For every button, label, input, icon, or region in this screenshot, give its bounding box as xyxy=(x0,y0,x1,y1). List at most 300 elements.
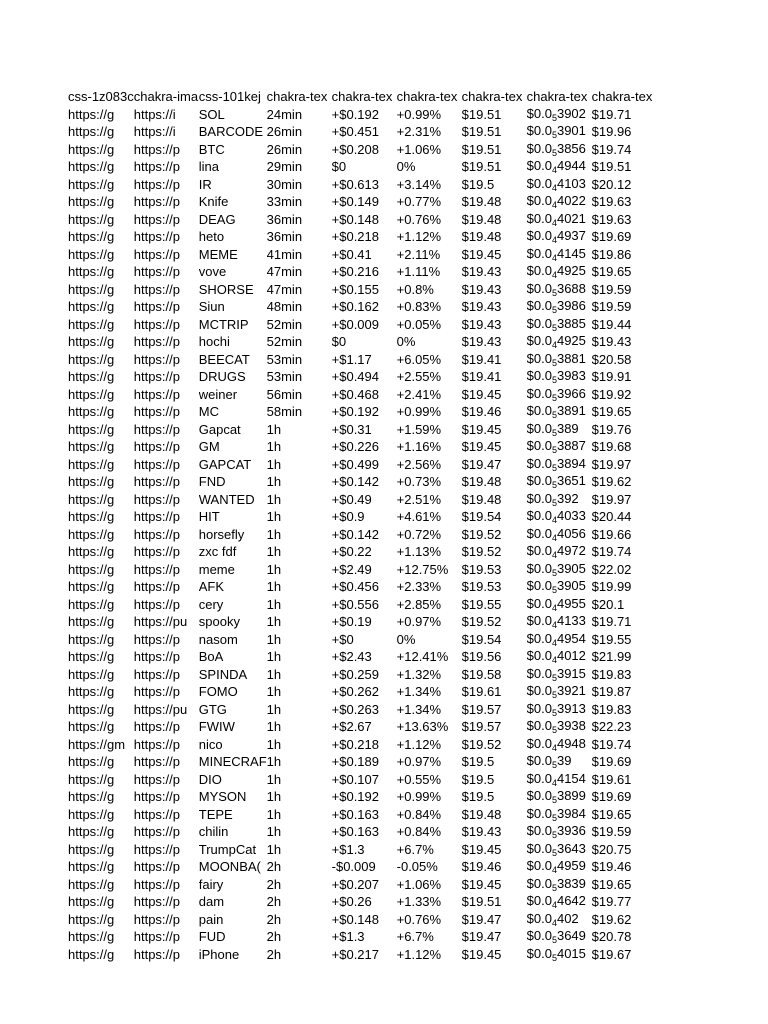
symbol-cell: GM xyxy=(198,439,220,454)
total-cell: $19.96 xyxy=(591,124,632,139)
price-cell: $\$0.0_53905$ xyxy=(526,578,586,595)
percent-cell: +2.51% xyxy=(396,491,442,507)
link-cell: https://g xyxy=(68,789,115,804)
link-cell: https://g xyxy=(68,176,115,192)
symbol-cell: FND xyxy=(198,474,226,489)
price-cell: $\$0.0_53885$ xyxy=(526,315,586,333)
change-cell: $0 xyxy=(331,334,347,349)
symbol-cell: chilin xyxy=(198,824,229,839)
image-link-cell: https://p xyxy=(133,176,180,192)
zero-count-subscript: 4 xyxy=(551,655,557,665)
symbol-cell: hochi xyxy=(198,334,230,349)
total-cell: $19.62 xyxy=(591,474,632,489)
change-cell: +$1.17 xyxy=(331,351,372,367)
link-cell: https://g xyxy=(68,194,115,209)
base-price-cell: $19.48 xyxy=(461,229,502,244)
age-cell: 1h xyxy=(266,666,282,682)
age-cell: 58min xyxy=(266,404,303,419)
change-cell: +$0.009 xyxy=(331,316,379,332)
percent-cell: +1.34% xyxy=(396,684,442,699)
table-row xyxy=(68,211,657,229)
image-link-cell: https://p xyxy=(133,351,180,367)
age-cell: 26min xyxy=(266,124,303,139)
age-cell: 30min xyxy=(266,176,303,192)
zero-count-subscript: 4 xyxy=(551,742,557,753)
age-cell: 1h xyxy=(266,719,282,734)
base-price-cell: $19.43 xyxy=(461,316,502,332)
image-link-cell: https://p xyxy=(133,299,180,314)
price-cell: $\$0.0_44154$ xyxy=(526,770,586,788)
total-cell: $19.44 xyxy=(591,316,632,332)
change-cell: +$0.263 xyxy=(331,701,379,717)
price-col-header: chakra-tex xyxy=(526,89,588,104)
percent-cell: +0.97% xyxy=(396,754,442,769)
total-cell: $22.02 xyxy=(591,561,632,577)
base-price-cell: $19.45 xyxy=(461,386,502,402)
age-col-header: chakra-tex xyxy=(266,89,328,104)
table-row xyxy=(68,333,657,351)
symbol-cell: pain xyxy=(198,911,224,927)
zero-count-subscript: 4 xyxy=(551,637,557,648)
total-cell: $19.99 xyxy=(591,579,632,594)
total-cell: $19.59 xyxy=(591,299,632,314)
percent-cell: +6.7% xyxy=(396,929,434,944)
base-price-cell: $19.48 xyxy=(461,806,502,822)
zero-count-subscript: 5 xyxy=(551,882,557,893)
link-cell: https://g xyxy=(68,824,115,839)
percent-cell: +0.99% xyxy=(396,404,442,419)
age-cell: 1h xyxy=(266,544,282,559)
total-cell: $19.83 xyxy=(591,701,632,717)
image-link-cell: https://p xyxy=(133,859,180,874)
price-cell: $\$0.0_44955$ xyxy=(526,595,586,613)
percent-cell: +1.12% xyxy=(396,736,442,752)
image-link-cell: https://p xyxy=(133,159,180,174)
symbol-cell: heto xyxy=(198,229,225,244)
total-cell: $20.1 xyxy=(591,596,625,612)
table-row xyxy=(68,158,657,176)
percent-cell: +12.41% xyxy=(396,649,449,664)
link-cell: https://g xyxy=(68,141,115,157)
base-price-cell: $19.45 xyxy=(461,876,502,892)
change-cell: +$0 xyxy=(331,631,354,647)
change-cell: +$0.218 xyxy=(331,229,379,244)
total-cell: $19.63 xyxy=(591,211,632,227)
link-cell: https://g xyxy=(68,859,115,874)
percent-cell: +6.7% xyxy=(396,841,434,857)
link-cell: https://g xyxy=(68,754,115,769)
image-link-cell: https://p xyxy=(133,649,180,664)
change-cell: +$0.149 xyxy=(331,194,379,209)
zero-count-subscript: 4 xyxy=(551,217,557,228)
symbol-cell: cery xyxy=(198,596,224,612)
link-cell: https://g xyxy=(68,229,115,244)
age-cell: 1h xyxy=(266,614,282,629)
total-cell: $19.71 xyxy=(591,614,632,629)
base-price-cell: $19.5 xyxy=(461,176,495,192)
age-cell: 1h xyxy=(266,771,282,787)
table-row xyxy=(68,753,657,771)
symbol-cell: GTG xyxy=(198,701,227,717)
age-cell: 1h xyxy=(266,631,282,647)
change-cell: +$0.163 xyxy=(331,806,379,822)
table-row xyxy=(68,893,657,911)
change-cell: +$0.31 xyxy=(331,421,372,437)
percent-cell: +0.72% xyxy=(396,526,442,542)
image-link-cell: https://p xyxy=(133,561,180,577)
age-cell: 2h xyxy=(266,876,282,892)
age-cell: 1h xyxy=(266,526,282,542)
table-row xyxy=(68,666,657,684)
zero-count-subscript: 5 xyxy=(551,357,557,368)
base-price-cell: $19.54 xyxy=(461,631,502,647)
change-cell: +$0.148 xyxy=(331,211,379,227)
zero-count-subscript: 4 xyxy=(551,550,557,560)
symbol-cell: MCTRIP xyxy=(198,316,249,332)
percent-cell: 0% xyxy=(396,159,416,174)
image-link-cell: https://i xyxy=(133,124,176,139)
header-row xyxy=(68,89,657,106)
age-cell: 48min xyxy=(266,299,303,314)
price-cell: $\$0.0_53936$ xyxy=(526,823,586,840)
price-cell: $\$0.0_53913$ xyxy=(526,700,586,718)
zero-count-subscript: 5 xyxy=(551,497,557,508)
percent-cell: +0.8% xyxy=(396,281,434,297)
table-row xyxy=(68,438,657,456)
image-link-cell: https://p xyxy=(133,806,180,822)
base-price-cell: $19.58 xyxy=(461,666,502,682)
image-link-cell: https://p xyxy=(133,281,180,297)
image-link-cell: https://p xyxy=(133,456,180,472)
age-cell: 53min xyxy=(266,351,303,367)
base-price-cell: $19.57 xyxy=(461,701,502,717)
zero-count-subscript: 5 xyxy=(551,392,557,403)
image-link-cell: https://pu xyxy=(133,614,188,629)
price-cell: $\$0.0_44944$ xyxy=(526,158,586,175)
link-cell: https://g xyxy=(68,334,115,349)
zero-count-subscript: 5 xyxy=(551,427,557,438)
table-row xyxy=(68,491,657,509)
change-cell: +$0.456 xyxy=(331,579,379,594)
total-cell: $19.46 xyxy=(591,859,632,874)
total-cell: $22.23 xyxy=(591,719,632,734)
age-cell: 47min xyxy=(266,281,303,297)
table-row xyxy=(68,631,657,649)
base-price-cell: $19.56 xyxy=(461,649,502,664)
zero-count-subscript: 5 xyxy=(551,672,557,683)
link-cell: https://g xyxy=(68,351,115,367)
age-cell: 1h xyxy=(266,736,282,752)
base-price-cell: $19.46 xyxy=(461,859,502,874)
link-cell: https://g xyxy=(68,649,115,664)
zero-count-subscript: 5 xyxy=(551,112,557,123)
age-cell: 2h xyxy=(266,894,282,909)
link-cell: https://g xyxy=(68,894,115,909)
age-cell: 47min xyxy=(266,264,303,279)
symbol-cell: DIO xyxy=(198,771,222,787)
image-link-cell: https://p xyxy=(133,754,180,769)
percent-cell: +1.32% xyxy=(396,666,442,682)
total-cell: $19.91 xyxy=(591,369,632,384)
image-link-cell: https://p xyxy=(133,596,180,612)
change-cell: +$0.451 xyxy=(331,124,379,139)
percent-cell: +2.11% xyxy=(396,246,441,262)
change-cell: +$0.155 xyxy=(331,281,379,297)
symbol-cell: FUD xyxy=(198,929,226,944)
table-row xyxy=(68,683,657,701)
price-cell: $\$0.0_53986$ xyxy=(526,298,586,315)
base-price-cell: $19.52 xyxy=(461,544,502,559)
total-cell: $20.78 xyxy=(591,929,632,944)
age-cell: 52min xyxy=(266,316,303,332)
zero-count-subscript: 5 xyxy=(551,147,557,158)
total-cell: $19.43 xyxy=(591,334,632,349)
symbol-cell: MEME xyxy=(198,246,238,262)
image-link-cell: https://p xyxy=(133,929,180,944)
change-cell: +$0.556 xyxy=(331,596,379,612)
image-link-cell: https://p xyxy=(133,876,180,892)
image-link-cell: https://p xyxy=(133,544,180,559)
table-row xyxy=(68,456,657,474)
symbol-cell: HIT xyxy=(198,509,220,524)
table-row xyxy=(68,876,657,894)
link-cell: https://g xyxy=(68,106,115,122)
change-cell: +$0.142 xyxy=(331,474,379,489)
symbol-cell: TEPE xyxy=(198,806,233,822)
price-cell: $\$0.0_53921$ xyxy=(526,683,586,700)
total-cell: $19.67 xyxy=(591,946,632,962)
image-link-cell: https://p xyxy=(133,474,180,489)
price-cell: $\$0.0_53901$ xyxy=(526,123,586,140)
change-cell: +$0.499 xyxy=(331,456,379,472)
symbol-cell: weiner xyxy=(198,386,238,402)
age-cell: 1h xyxy=(266,806,282,822)
percent-cell: +2.56% xyxy=(396,456,442,472)
link-cell: https://g xyxy=(68,946,115,962)
percent-cell: +0.97% xyxy=(396,614,442,629)
link-cell: https://g xyxy=(68,421,115,437)
image-link-cell: https://p xyxy=(133,404,180,419)
image-link-cell: https://p xyxy=(133,946,180,962)
age-cell: 2h xyxy=(266,929,282,944)
zero-count-subscript: 5 xyxy=(551,567,557,578)
zero-count-subscript: 4 xyxy=(551,620,557,630)
change-cell: +$0.494 xyxy=(331,369,379,384)
percent-cell: +1.13% xyxy=(396,544,442,559)
base-price-cell: $19.45 xyxy=(461,946,502,962)
total-cell: $19.51 xyxy=(591,159,632,174)
table-row xyxy=(68,823,657,841)
link-cell: https://g xyxy=(68,806,115,822)
image-link-cell: https://p xyxy=(133,666,180,682)
link-cell: https://g xyxy=(68,491,115,507)
total-cell: $19.63 xyxy=(591,194,632,209)
total-cell: $19.86 xyxy=(591,246,632,262)
total-cell: $19.59 xyxy=(591,281,632,297)
zero-count-subscript: 5 xyxy=(551,585,557,595)
total-cell: $19.76 xyxy=(591,421,632,437)
base-price-cell: $19.51 xyxy=(461,894,502,909)
image-link-cell: https://p xyxy=(133,736,180,752)
base-price-cell: $19.57 xyxy=(461,719,502,734)
total-cell: $19.69 xyxy=(591,789,632,804)
symbol-cell: AFK xyxy=(198,579,225,594)
base-price-cell: $19.45 xyxy=(461,246,502,262)
price-cell: $\$0.0_53839$ xyxy=(526,875,586,893)
total-cell: $19.97 xyxy=(591,456,632,472)
base-price-cell: $19.47 xyxy=(461,456,502,472)
base-price-cell: $19.5 xyxy=(461,754,495,769)
change-cell: +$0.162 xyxy=(331,299,379,314)
symbol-cell: MINECRAF xyxy=(198,754,267,769)
total-cell: $19.87 xyxy=(591,684,632,699)
change-cell: +$0.218 xyxy=(331,736,379,752)
table-row xyxy=(68,946,657,964)
symbol-cell: nico xyxy=(198,736,223,752)
price-cell: $\$0.0_4402$ xyxy=(526,910,579,928)
symbol-cell: MOONBA( xyxy=(198,859,261,874)
image-link-cell: https://p xyxy=(133,141,180,157)
zero-count-subscript: 5 xyxy=(551,375,557,385)
link-cell: https://g xyxy=(68,404,115,419)
base-price-cell: $19.52 xyxy=(461,614,502,629)
total-cell: $19.69 xyxy=(591,229,632,244)
zero-count-subscript: 5 xyxy=(551,830,557,840)
base-price-cell: $19.41 xyxy=(461,351,502,367)
base-price-cell: $19.48 xyxy=(461,194,502,209)
percent-cell: +0.99% xyxy=(396,789,442,804)
total-cell: $19.59 xyxy=(591,824,632,839)
table-row xyxy=(68,508,657,526)
price-cell: $\$0.0_53966$ xyxy=(526,385,586,403)
percent-cell: +0.55% xyxy=(396,771,442,787)
price-cell: $\$0.0_53905$ xyxy=(526,560,586,578)
percent-cell: 0% xyxy=(396,631,416,647)
base-price-cell: $19.53 xyxy=(461,561,502,577)
zero-count-subscript: 5 xyxy=(551,812,557,823)
zero-count-subscript: 4 xyxy=(551,252,557,263)
price-cell: $\$0.0_44056$ xyxy=(526,525,586,543)
change-cell: +$0.142 xyxy=(331,526,379,542)
image-link-cell: https://p xyxy=(133,334,180,349)
percent-cell: +2.31% xyxy=(396,124,442,139)
base-price-cell: $19.43 xyxy=(461,299,502,314)
percent-cell: -0.05% xyxy=(396,859,438,874)
price-cell: $\$0.0_53881$ xyxy=(526,350,586,368)
link-cell: https://g xyxy=(68,124,115,139)
change-cell: +$0.163 xyxy=(331,824,379,839)
image-link-cell: https://pu xyxy=(133,701,188,717)
base-price-cell: $19.43 xyxy=(461,264,502,279)
zero-count-subscript: 4 xyxy=(551,532,557,543)
table-row xyxy=(68,596,657,614)
percent-cell: +1.11% xyxy=(396,264,441,279)
zero-count-subscript: 5 xyxy=(551,847,557,858)
percent-cell: +1.59% xyxy=(396,421,442,437)
zero-count-subscript: 4 xyxy=(551,917,557,928)
zero-count-subscript: 4 xyxy=(551,182,557,193)
link-cell: https://g xyxy=(68,509,115,524)
link-cell: https://g xyxy=(68,579,115,594)
total-cell: $19.69 xyxy=(591,754,632,769)
age-cell: 2h xyxy=(266,911,282,927)
base-price-cell: $19.45 xyxy=(461,841,502,857)
age-cell: 1h xyxy=(266,649,282,664)
link-cell: https://g xyxy=(68,719,115,734)
age-cell: 26min xyxy=(266,141,303,157)
table-row xyxy=(68,648,657,666)
age-cell: 52min xyxy=(266,334,303,349)
base-price-cell: $19.51 xyxy=(461,106,502,122)
table-row xyxy=(68,351,657,369)
percent-cell: +0.84% xyxy=(396,824,442,839)
base-price-cell: $19.43 xyxy=(461,824,502,839)
image-link-cell: https://p xyxy=(133,439,180,454)
symbol-col-header: css-101kej xyxy=(198,89,261,104)
change-cell: +$0.217 xyxy=(331,946,379,962)
percent-cell: +0.05% xyxy=(396,316,442,332)
table-row xyxy=(68,736,657,754)
link-cell: https://g xyxy=(68,911,115,927)
percent-cell: +0.83% xyxy=(396,299,442,314)
age-cell: 1h xyxy=(266,789,282,804)
percent-cell: +3.14% xyxy=(396,176,442,192)
table-body xyxy=(68,106,657,964)
table-row xyxy=(68,578,657,596)
percent-cell: +1.06% xyxy=(396,876,442,892)
image-link-cell: https://p xyxy=(133,824,180,839)
percent-cell: +4.61% xyxy=(396,509,442,524)
percent-cell: 0% xyxy=(396,334,416,349)
percent-cell: +1.12% xyxy=(396,229,442,244)
zero-count-subscript: 5 xyxy=(551,952,557,963)
link-cell: https://g xyxy=(68,211,115,227)
zero-count-subscript: 5 xyxy=(551,690,557,700)
table-row xyxy=(68,841,657,859)
total-cell: $19.74 xyxy=(591,141,632,157)
change-cell: +$2.49 xyxy=(331,561,372,577)
price-cell: $\$0.0_5389$ xyxy=(526,420,579,438)
price-cell: $\$0.0_539$ xyxy=(526,753,572,770)
link-cell: https://gm xyxy=(68,736,126,752)
link-cell: https://g xyxy=(68,684,115,699)
link-cell: https://g xyxy=(68,456,115,472)
total-cell: $19.65 xyxy=(591,404,632,419)
price-cell: $\$0.0_44972$ xyxy=(526,543,586,560)
table-row xyxy=(68,718,657,736)
total-cell: $19.83 xyxy=(591,666,632,682)
link-cell: https://g xyxy=(68,316,115,332)
image-link-cell: https://p xyxy=(133,491,180,507)
image-link-cell: https://p xyxy=(133,771,180,787)
change-cell: +$0.26 xyxy=(331,894,372,909)
image-link-cell: https://p xyxy=(133,246,180,262)
zero-count-subscript: 5 xyxy=(551,760,557,770)
total-cell: $20.75 xyxy=(591,841,632,857)
symbol-cell: TrumpCat xyxy=(198,841,257,857)
percent-cell: +2.41% xyxy=(396,386,442,402)
total-cell: $20.44 xyxy=(591,509,632,524)
zero-count-subscript: 4 xyxy=(551,235,557,245)
table-row xyxy=(68,281,657,299)
base-price-cell: $19.51 xyxy=(461,141,502,157)
percent-cell: +0.73% xyxy=(396,474,442,489)
total-cell: $20.58 xyxy=(591,351,632,367)
percent-cell: +1.12% xyxy=(396,946,442,962)
change-cell: +$0.19 xyxy=(331,614,372,629)
price-cell: $\$0.0_53651$ xyxy=(526,473,586,490)
image-link-cell: https://p xyxy=(133,631,180,647)
